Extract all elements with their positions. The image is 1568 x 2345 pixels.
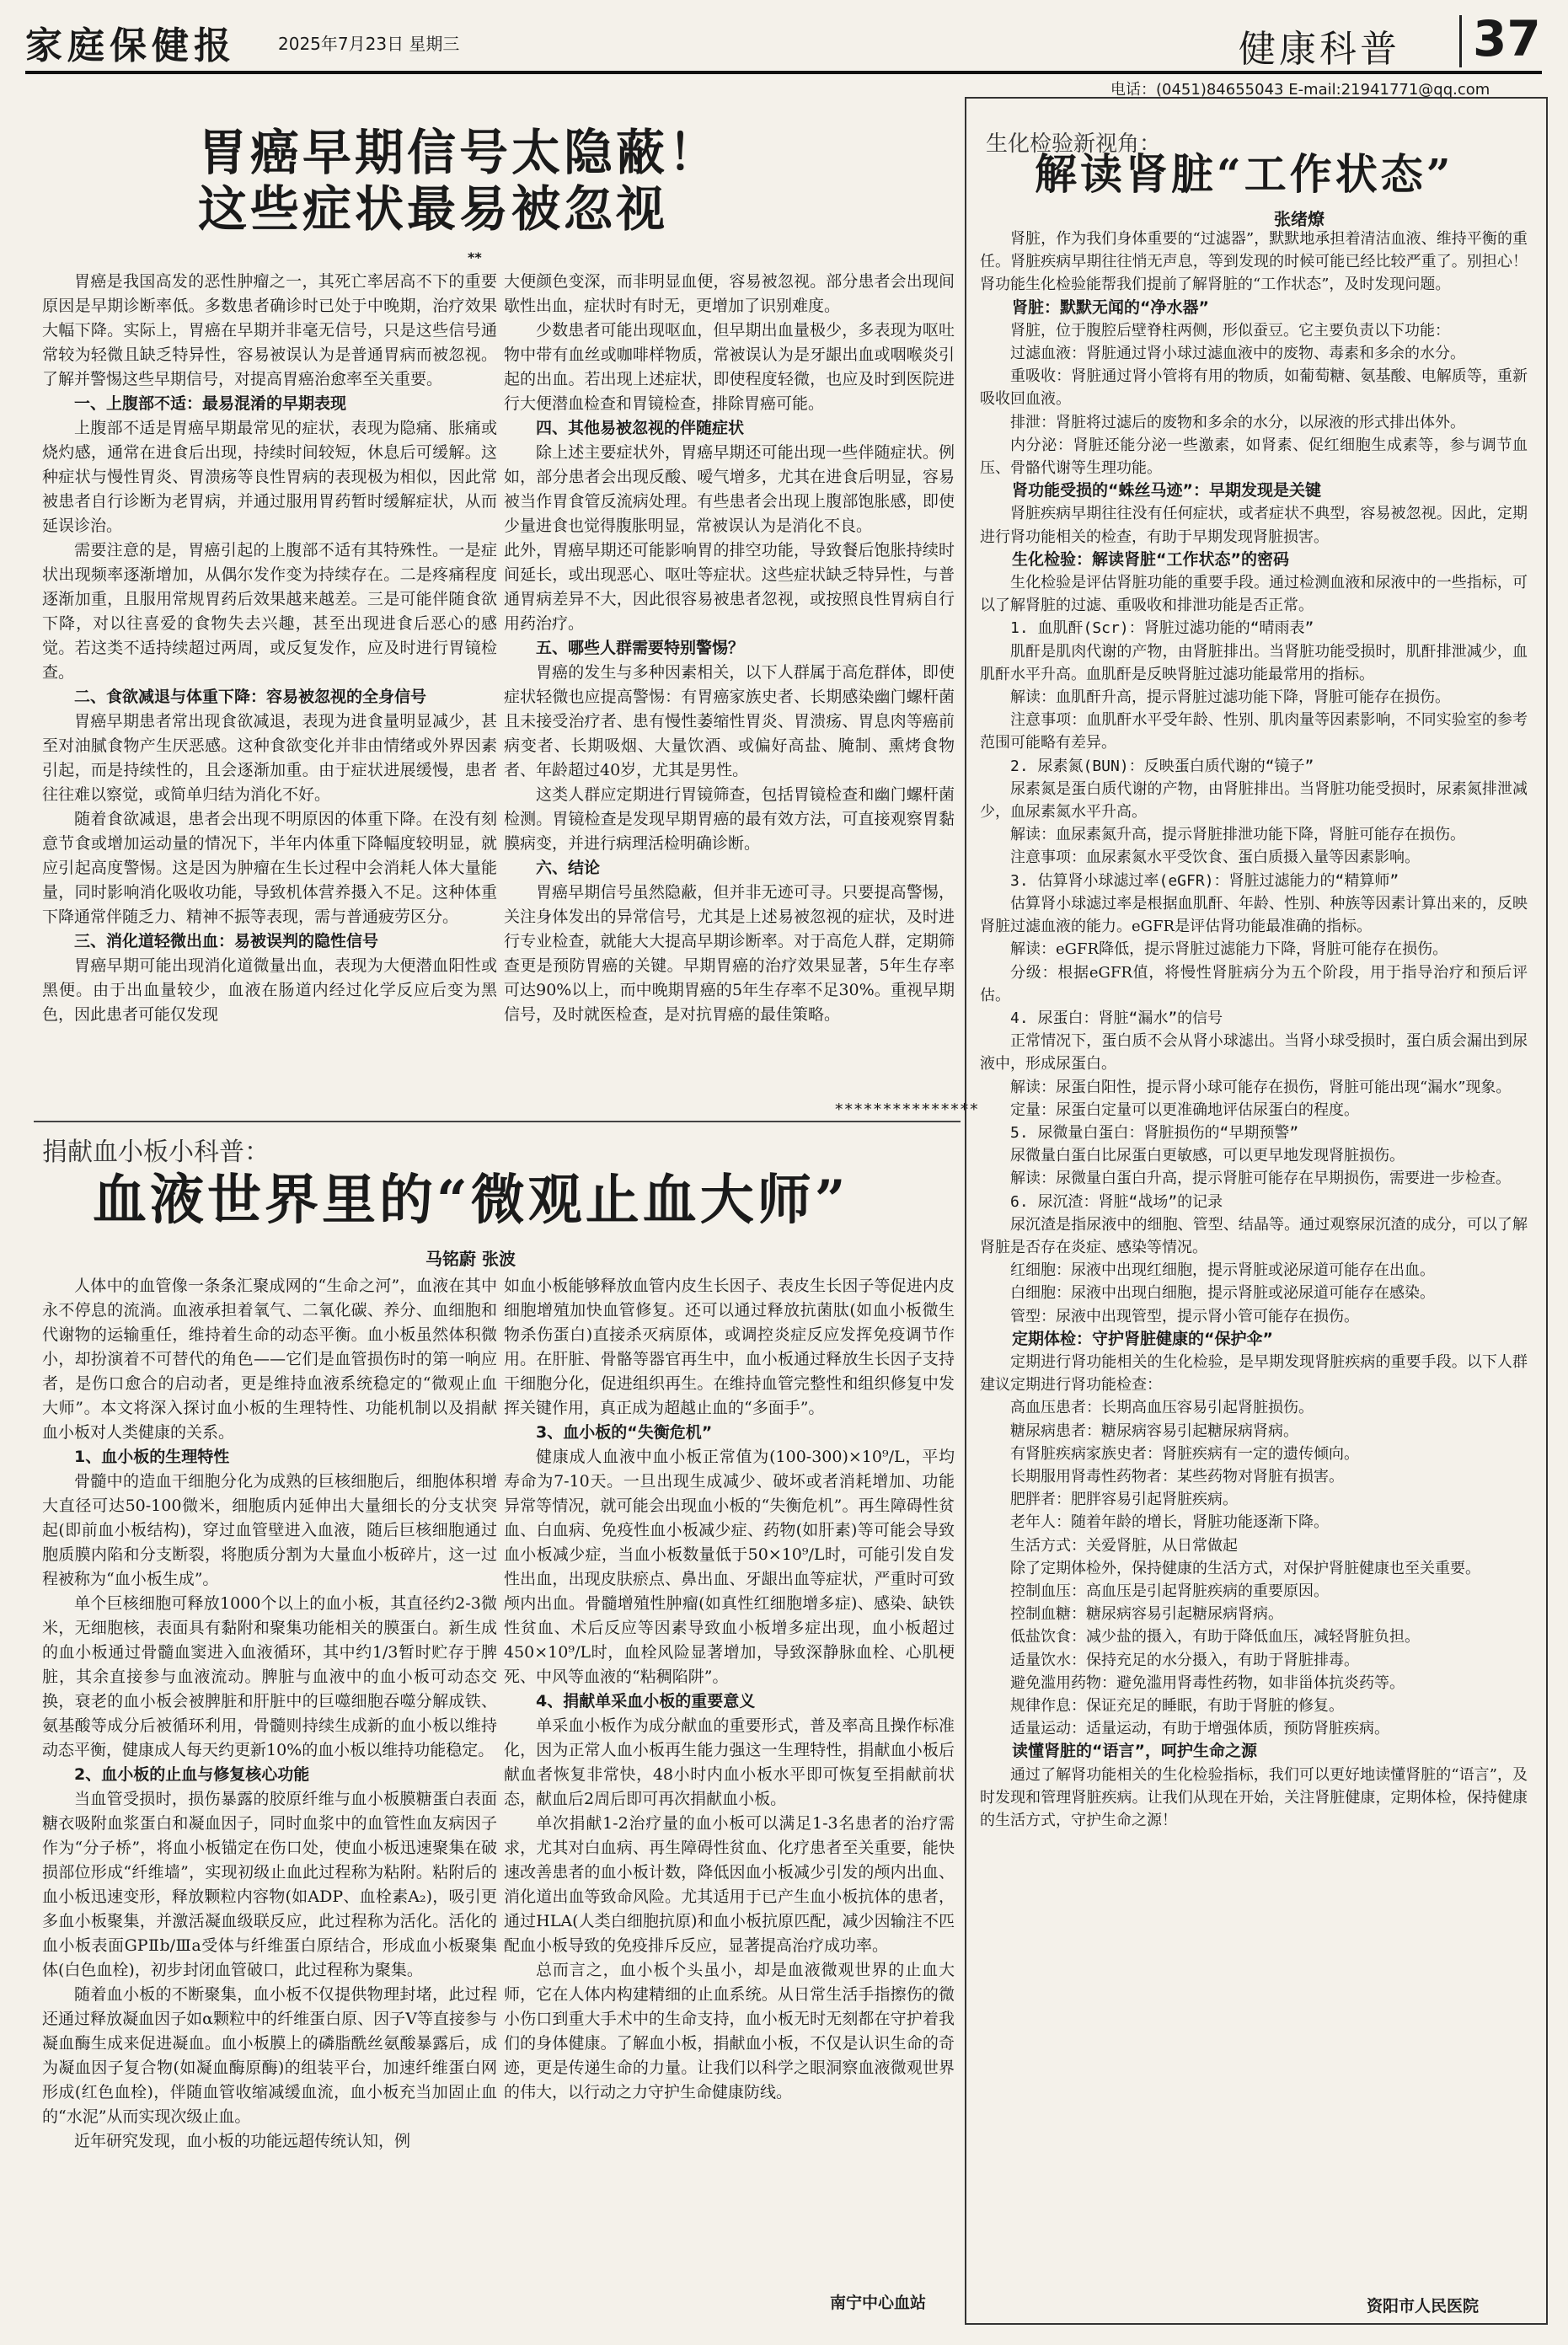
- page-number: 37: [1473, 10, 1541, 67]
- section-heading: 六、结论: [536, 859, 601, 877]
- paragraph: 定期进行肾功能相关的生化检验，是早期发现肾脏疾病的重要手段。以下人群建议定期进行肾功能检查：: [980, 1352, 1528, 1395]
- paragraph: 通过了解肾功能相关的生化检验指标，我们可以更好地读懂肾脏的“语言”，及时发现和管理肾脏疾病。让我们从现在开始，关注肾脏健康，定期体检，保持健康的生活方式，守护生命之源！: [980, 1765, 1528, 1830]
- section-heading: 二、食欲减退与体重下降：容易被忽视的全身信号: [74, 688, 427, 706]
- paragraph: 老年人：随着年龄的增长，肾脏功能逐渐下降。: [1010, 1513, 1329, 1532]
- paragraph: 低盐饮食：减少盐的摄入，有助于降低血压，减轻肾脏负担。: [1010, 1628, 1420, 1646]
- paragraph: 红细胞：尿液中出现红细胞，提示肾脏或泌尿道可能存在出血。: [1010, 1261, 1435, 1280]
- paragraph: 尿素氮是蛋白质代谢的产物，由肾脏排出。当肾脏功能受损时，尿素氮排泄减少，血尿素氮水平升高。: [980, 779, 1528, 822]
- article3-byline: 张绪燎: [1274, 209, 1325, 229]
- paragraph: 解读：eGFR降低，提示肾脏过滤能力下降，肾脏可能存在损伤。: [1010, 940, 1448, 959]
- section-heading: 3、血小板的“失衡危机”: [536, 1423, 713, 1442]
- paragraph: 上腹部不适是胃癌早期最常见的症状，表现为隐痛、胀痛或烧灼感，通常在进食后出现，持续时间较短，休息后可缓解。这种症状与慢性胃炎、胃溃疡等良性胃病的表现极为相似，因此常被患者自行诊断为老胃病，并通过服用胃药暂时缓解症状，从而延误诊治。: [42, 419, 497, 535]
- item-heading: 3. 估算肾小球滤过率(eGFR)：肾脏过滤能力的“精算师”: [1010, 871, 1399, 890]
- section-name: 健康科普: [1239, 28, 1400, 71]
- paragraph: 解读：血肌酐升高，提示肾脏过滤功能下降，肾脏可能存在损伤。: [1010, 688, 1450, 707]
- paragraph: 解读：血尿素氮升高，提示肾脏排泄功能下降，肾脏可能存在损伤。: [1010, 826, 1465, 844]
- paragraph: 随着食欲减退，患者会出现不明原因的体重下降。在没有刻意节食或增加运动量的情况下，半年内体重下降幅度较明显，就应引起高度警惕。这是因为肿瘤在生长过程中会消耗人体大量能量，同时影响消化吸收功能，导致机体营养摄入不足。这种体重下降通常伴随乏力、精神不振等表现，需与普通疲劳区分。: [42, 810, 497, 926]
- paragraph: 胃癌早期信号虽然隐蔽，但并非无迹可寻。只要提高警惕，关注身体发出的异常信号，尤其是上述易被忽视的症状，及时进行专业检查，就能大大提高早期诊断率。对于高危人群，定期筛查更是预防胃癌的关键。早期胃癌的治疗效果显著，5年生存率可达90%以上，而中晚期胃癌的5年生存率不足30%。重视早期信号，及时就医检查，是对抗胃癌的最佳策略。: [504, 883, 955, 1024]
- paragraph: 除上述主要症状外，胃癌早期还可能出现一些伴随症状。例如，部分患者会出现反酸、嗳气增多，尤其在进食后明显，容易被当作胃食管反流病处理。有些患者会出现上腹部饱胀感，即使少量进食也觉得腹胀明显，常被误认为是消化不良。: [504, 443, 955, 535]
- paragraph: 近年研究发现，血小板的功能远超传统认知，例: [74, 2132, 411, 2150]
- article1-column-2: [504, 270, 955, 1095]
- paragraph: 定量：尿蛋白定量可以更准确地评估尿蛋白的程度。: [1010, 1100, 1359, 1119]
- paragraph: 骨髓中的造血干细胞分化为成熟的巨核细胞后，细胞体积增大直径可达50-100微米，细胞质内延伸出大量细长的分支状突起(即前血小板结构)，穿过血管壁进入血液，随后巨核细胞通过胞质膜内陷和分支断裂，将胞质分割为大量血小板碎片，这一过程被称为“血小板生成”。: [42, 1472, 497, 1588]
- paragraph: 除了定期体检外，保持健康的生活方式，对保护肾脏健康也至关重要。: [1010, 1559, 1480, 1577]
- paragraph: 排泄：肾脏将过滤后的废物和多余的水分，以尿液的形式排出体外。: [1010, 413, 1465, 431]
- paragraph: 解读：尿微量白蛋白升高，提示肾脏可能存在早期损伤，需要进一步检查。: [1010, 1170, 1511, 1188]
- article2-signoff: 南宁中心血站: [830, 2294, 927, 2312]
- paragraph: 胃癌早期患者常出现食欲减退，表现为进食量明显减少，甚至对油腻食物产生厌恶感。这种食欲变化并非由情绪或外界因素引起，而是持续性的，且会逐渐加重。由于症状进展缓慢，患者往往难以察觉，或简单归结为消化不好。: [42, 712, 497, 804]
- paper-name: 家庭保健报: [25, 24, 236, 67]
- paragraph: 内分泌：肾脏还能分泌一些激素，如肾素、促红细胞生成素等，参与调节血压、骨骼代谢等生理功能。: [980, 436, 1528, 478]
- section-heading: 肾脏：默默无闻的“净水器”: [1012, 297, 1209, 317]
- paragraph: 健康成人血液中血小板正常值为(100-300)×10⁹/L，平均寿命为7-10天。一旦出现生成减少、破坏或者消耗增加、功能异常等情况，就可能会出现血小板的“失衡危机”。再生障碍性贫血、白血病、免疫性血小板减少症、药物(如肝素)等可能会导致血小板减少症，当血小板数量低于50×10⁹/L时，可能引发自发性出血，出现皮肤瘀点、鼻出血、牙龈出血等症状，严重时可致颅内出血。骨髓增殖性肿瘤(如真性红细胞增多症)、感染、缺铁性贫血、术后反应等因素导致血小板增多症出现，血小板超过450×10⁹/L时，血栓风险显著增加，导致深静脉血栓、心肌梗死、中风等血液的“粘稠陷阱”。: [504, 1448, 955, 1686]
- paragraph: 肌酐是肌肉代谢的产物，由肾脏排出。当肾脏功能受损时，肌酐排泄减少，血肌酐水平升高。血肌酐是反映肾脏过滤功能最常用的指标。: [980, 642, 1528, 683]
- paragraph: 肾脏，位于腹腔后壁脊柱两侧，形似蚕豆。它主要负责以下功能：: [1010, 321, 1450, 340]
- paragraph: 生化检验是评估肾脏功能的重要手段。通过检测血液和尿液中的一些指标，可以了解肾脏的过滤、重吸收和排泄功能是否正常。: [980, 574, 1528, 615]
- section-heading: 生化检验：解读肾脏“工作状态”的密码: [1012, 549, 1289, 569]
- paragraph: 注意事项：血肌酐水平受年龄、性别、肌肉量等因素影响，不同实验室的参考范围可能略有差异。: [980, 711, 1528, 752]
- paragraph: 控制血糖：糖尿病容易引起糖尿病肾病。: [1010, 1605, 1283, 1624]
- paragraph: 注意事项：血尿素氮水平受饮食、蛋白质摄入量等因素影响。: [1010, 849, 1420, 867]
- paragraph: 长期服用肾毒性药物者：某些药物对肾脏有损害。: [1010, 1467, 1344, 1486]
- paragraph: 单个巨核细胞可释放1000个以上的血小板，其直径约2-3微米，无细胞核，表面具有黏附和聚集功能相关的膜蛋白。新生成的血小板通过骨髓血窦进入血液循环，其中约1/3暂时贮存于脾脏，其余直接参与血液流动。脾脏与血液中的血小板可动态交换，衰老的血小板会被脾脏和肝脏中的巨噬细胞吞噬分解成铁、氨基酸等成分后被循环利用，骨髓则持续生成新的血小板以维持动态平衡，健康成人每天约更新10%的血小板以维持功能稳定。: [42, 1594, 497, 1759]
- paragraph: 尿沉渣是指尿液中的细胞、管型、结晶等。通过观察尿沉渣的成分，可以了解肾脏是否存在炎症、感染等情况。: [980, 1215, 1528, 1256]
- paragraph: 肥胖者：肥胖容易引起肾脏疾病。: [1010, 1491, 1238, 1509]
- paragraph: 人体中的血管像一条条汇聚成网的“生命之河”，血液在其中永不停息的流淌。血液承担着氧气、二氧化碳、养分、血细胞和代谢物的运输重任，维持着生命的动态平衡。血小板虽然体积微小，却扮演着不可替代的角色——它们是血管损伤时的第一响应者，是伤口愈合的启动者，更是维持血液系统稳定的“微观止血大师”。本文将深入探讨血小板的生理特性、功能机制以及捐献血小板对人类健康的关系。: [42, 1277, 497, 1442]
- paragraph: 估算肾小球滤过率是根据血肌酐、年龄、性别、种族等因素计算出来的，反映肾脏过滤血液的能力。eGFR是评估肾功能最准确的指标。: [980, 894, 1528, 936]
- paragraph: 单采血小板作为成分献血的重要形式，普及率高且操作标准化，因为正常人血小板再生能力强这一生理特性，捐献血小板后献血者恢复非常快，48小时内血小板水平即可恢复至捐献前状态，献血后2周后即可再次捐献血小板。: [504, 1716, 955, 1808]
- paragraph: 解读：尿蛋白阳性，提示肾小球可能存在损伤，肾脏可能出现“漏水”现象。: [1010, 1078, 1512, 1096]
- paragraph: 胃癌早期可能出现消化道微量出血，表现为大便潜血阳性或黑便。由于出血量较少，血液在肠道内经过化学反应后变为黑色，因此患者可能仅发现: [42, 956, 497, 1024]
- section-heading: 1、血小板的生理特性: [74, 1448, 230, 1466]
- paragraph: 白细胞：尿液中出现白细胞，提示肾脏或泌尿道可能存在感染。: [1010, 1284, 1435, 1303]
- paragraph: 大便颜色变深，而非明显血便，容易被忽视。部分患者会出现间歇性出血，症状时有时无，更增加了识别难度。: [504, 272, 955, 315]
- paragraph: 如血小板能够释放血管内皮生长因子、表皮生长因子等促进内皮细胞增殖加快血管修复。还可以通过释放抗菌肽(如血小板微生物杀伤蛋白)直接杀灭病原体，或调控炎症反应发挥免疫调节作用。在肝脏、骨骼等器官再生中，血小板通过释放生长因子支持干细胞分化，促进组织再生。在维持血管完整性和组织修复中发挥关键作用，真正成为超越止血的“多面手”。: [504, 1277, 955, 1417]
- article2-title: 血液世界里的“微观止血大师”: [93, 1169, 849, 1232]
- article1-title-line2: 这些症状最易被忽视: [198, 179, 669, 238]
- article-separator: [34, 1121, 961, 1122]
- section-heading: 2、血小板的止血与修复核心功能: [74, 1765, 310, 1784]
- paragraph: 尿微量白蛋白比尿蛋白更敏感，可以更早地发现肾脏损伤。: [1010, 1147, 1405, 1165]
- section-heading: 五、哪些人群需要特别警惕？: [536, 639, 745, 657]
- paragraph: 当血管受损时，损伤暴露的胶原纤维与血小板膜糖蛋白表面糖衣吸附血浆蛋白和凝血因子，同时血浆中的血管性血友病因子作为“分子桥”，将血小板锚定在伤口处，使血小板迅速聚集在破损部位形成“纤维墙”，实现初级止血此过程称为粘附。粘附后的血小板迅速变形，释放颗粒内容物(如ADP、血栓素A₂)，吸引更多血小板聚集，并激活凝血级联反应，此过程称为活化。活化的血小板表面GPⅡb/Ⅲa受体与纤维蛋白原结合，形成血小板聚集体(白色血栓)，初步封闭血管破口，此过程称为聚集。: [42, 1790, 497, 1979]
- paragraph: 管型：尿液中出现管型，提示肾小管可能存在损伤。: [1010, 1307, 1359, 1325]
- article3-title: 解读肾脏“工作状态”: [1035, 149, 1454, 199]
- article1-end-mark: ***************: [834, 1100, 979, 1119]
- article2-column-2: [504, 1274, 955, 2282]
- item-heading: 1. 血肌酐(Scr)：肾脏过滤功能的“晴雨表”: [1010, 619, 1314, 638]
- paragraph: 胃癌是我国高发的恶性肿瘤之一，其死亡率居高不下的重要原因是早期诊断率低。多数患者确诊时已处于中晚期，治疗效果大幅下降。实际上，胃癌在早期并非毫无信号，只是这些信号通常较为轻微且缺乏特异性，容易被误认为是普通胃病而被忽视。了解并警惕这些早期信号，对提高胃癌治愈率至关重要。: [42, 272, 497, 388]
- item-heading: 4. 尿蛋白：肾脏“漏水”的信号: [1010, 1009, 1223, 1027]
- paragraph: 单次捐献1-2治疗量的血小板可以满足1-3名患者的治疗需求，尤其对白血病、再生障碍性贫血、化疗患者至关重要，能快速改善患者的血小板计数，降低因血小板减少引发的颅内出血、消化道出血等致命风险。尤其适用于已产生血小板抗体的患者，通过HLA(人类白细胞抗原)和血小板抗原匹配，减少因输注不匹配血小板导致的免疫排斥反应，显著提高治疗成功率。: [504, 1814, 955, 1955]
- header-rule: [25, 71, 1542, 74]
- section-heading: 四、其他易被忽视的伴随症状: [536, 419, 745, 437]
- masthead: [25, 10, 1542, 71]
- section-heading: 肾功能受损的“蛛丝马迹”：早期发现是关键: [1012, 481, 1321, 501]
- paragraph: 过滤血液：肾脏通过肾小球过滤血液中的废物、毒素和多余的水分。: [1010, 345, 1465, 363]
- article1-title-line1: 胃癌早期信号太隐蔽！: [198, 124, 721, 181]
- article3-body: [980, 228, 1528, 2282]
- paragraph: 这类人群应定期进行胃镜筛查，包括胃镜检查和幽门螺杆菌检测。胃镜检查是发现早期胃癌的最有效方法，可直接观察胃黏膜病变，并进行病理活检明确诊断。: [504, 785, 955, 853]
- article2-column-1: [42, 1274, 497, 2307]
- paragraph: 总而言之，血小板个头虽小，却是血液微观世界的止血大师，它在人体内构建精细的止血系统。从日常生活手指擦伤的微小伤口到重大手术中的生命支持，血小板无时无刻都在守护着我们的身体健康。了解血小板，捐献血小板，不仅是认识生命的奇迹，更是传递生命的力量。让我们以科学之眼洞察血液微观世界的伟大，以行动之力守护生命健康防线。: [504, 1961, 955, 2101]
- paragraph: 控制血压：高血压是引起肾脏疾病的重要原因。: [1010, 1582, 1329, 1600]
- paragraph: 适量饮水：保持充足的水分摄入，有助于肾脏排毒。: [1010, 1651, 1359, 1669]
- header-divider: [1459, 15, 1462, 67]
- paragraph: 有肾脏疾病家族史者：肾脏疾病有一定的遗传倾向。: [1010, 1444, 1359, 1463]
- article1-column-1: [42, 270, 497, 1112]
- paragraph: 重吸收：肾脏通过肾小管将有用的物质，如葡萄糖、氨基酸、电解质等，重新吸收回血液。: [980, 367, 1528, 409]
- paragraph: 少数患者可能出现呕血，但早期出血量极少，多表现为呕吐物中带有血丝或咖啡样物质，常被误认为是牙龈出血或咽喉炎引起的出血。若出现上述症状，即使程度轻微，也应及时到医院进行大便潜血检查和胃镜检查，排除胃癌可能。: [504, 321, 955, 413]
- paragraph: 胃癌的发生与多种因素相关，以下人群属于高危群体，即使症状轻微也应提高警惕：有胃癌家族史者、长期感染幽门螺杆菌且未接受治疗者、患有慢性萎缩性胃炎、胃溃疡、胃息肉等癌前病变者、长期吸烟、大量饮酒、或偏好高盐、腌制、熏烤食物者、年龄超过40岁，尤其是男性。: [504, 663, 955, 779]
- paragraph: 此外，胃癌早期还可能影响胃的排空功能，导致餐后饱胀持续时间延长，或出现恶心、呕吐等症状。这些症状缺乏特异性，与普通胃病差异不大，因此很容易被患者忽视，或按照良性胃病自行用药治疗。: [504, 541, 955, 633]
- section-heading: 读懂肾脏的“语言”，呵护生命之源: [1012, 1742, 1257, 1761]
- paragraph: 生活方式：关爱肾脏，从日常做起: [1010, 1536, 1238, 1555]
- article1-author-mark: **: [468, 249, 482, 265]
- paragraph: 避免滥用药物：避免滥用肾毒性药物，如非甾体抗炎药等。: [1010, 1673, 1405, 1692]
- paragraph: 高血压患者：长期高血压容易引起肾脏损伤。: [1010, 1399, 1314, 1417]
- issue-date: 2025年7月23日 星期三: [278, 34, 460, 54]
- paragraph: 正常情况下，蛋白质不会从肾小球滤出。当肾小球受损时，蛋白质会漏出到尿液中，形成尿蛋白。: [980, 1032, 1528, 1073]
- section-heading: 三、消化道轻微出血：易被误判的隐性信号: [74, 932, 379, 950]
- paragraph: 分级：根据eGFR值，将慢性肾脏病分为五个阶段，用于指导治疗和预后评估。: [980, 963, 1528, 1004]
- section-heading: 定期体检：守护肾脏健康的“保护伞”: [1012, 1329, 1273, 1348]
- item-heading: 6. 尿沉渣：肾脏“战场”的记录: [1010, 1192, 1223, 1211]
- paragraph: 随着血小板的不断聚集，血小板不仅提供物理封堵，此过程还通过释放凝血因子如α颗粒中的纤维蛋白原、因子V等直接参与凝血酶生成来促进凝血。血小板膜上的磷脂酰丝氨酸暴露后，成为凝血因子复合物(如凝血酶原酶)的组装平台，加速纤维蛋白网形成(红色血栓)，伴随血管收缩减缓血流，血小板充当加固止血的“水泥”从而实现次级止血。: [42, 1985, 497, 2126]
- item-heading: 5. 尿微量白蛋白：肾脏损伤的“早期预警”: [1010, 1123, 1299, 1142]
- section-heading: 4、捐献单采血小板的重要意义: [536, 1692, 756, 1711]
- article2-kicker: 捐献血小板小科普：: [42, 1138, 270, 1167]
- paragraph: 糖尿病患者：糖尿病容易引起糖尿病肾病。: [1010, 1421, 1298, 1440]
- paragraph: 适量运动：适量运动，有助于增强体质，预防肾脏疾病。: [1010, 1720, 1389, 1738]
- paragraph: 肾脏，作为我们身体重要的“过滤器”，默默地承担着清洁血液、维持平衡的重任。肾脏疾病早期往往悄无声息，等到发现的时候可能已经比较严重了。别担心！肾功能生化检验能帮我们提前了解肾脏的“工作状态”，及时发现问题。: [980, 230, 1528, 294]
- article1-title: [198, 125, 720, 237]
- contact-info: 电话：(0451)84655043 E-mail:21941771@qq.com: [1110, 81, 1490, 99]
- paragraph: 规律作息：保证充足的睡眠，有助于肾脏的修复。: [1010, 1697, 1344, 1715]
- section-heading: 一、上腹部不适：最易混淆的早期表现: [74, 394, 347, 413]
- paragraph: 需要注意的是，胃癌引起的上腹部不适有其特殊性。一是症状出现频率逐渐增加，从偶尔发作变为持续存在。二是疼痛程度逐渐加重，且服用常规胃药后效果越来越差。三是可能伴随食欲下降，对以往喜爱的食物失去兴趣，甚至出现进食后恶心的感觉。若这类不适持续超过两周，或反复发作，应及时进行胃镜检查。: [42, 541, 497, 682]
- article3-kicker: 生化检验新视角：: [986, 131, 1162, 157]
- item-heading: 2. 尿素氮(BUN)：反映蛋白质代谢的“镜子”: [1010, 757, 1314, 775]
- article2-byline: 马铭蔚 张波: [425, 1249, 516, 1269]
- paragraph: 肾脏疾病早期往往没有任何症状，或者症状不典型，容易被忽视。因此，定期进行肾功能相关的检查，有助于早期发现肾脏损害。: [980, 505, 1528, 546]
- article3-signoff: 资阳市人民医院: [1367, 2297, 1480, 2316]
